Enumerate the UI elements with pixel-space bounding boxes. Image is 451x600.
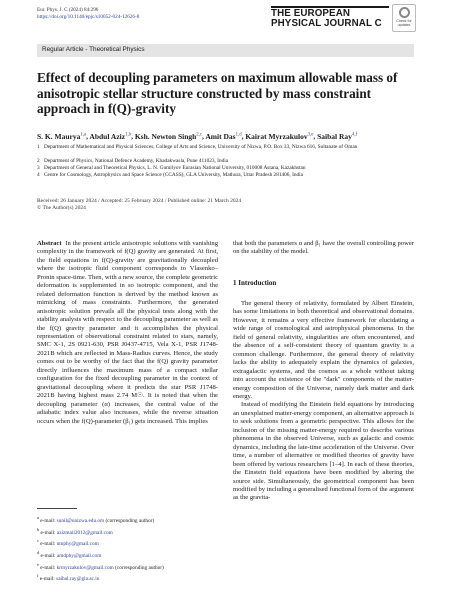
citation-text: Eur. Phys. J. C (2024) 84:296 xyxy=(37,7,99,13)
author-list: S. K. Maurya$^{1,a}$, Abdul Aziz$^{1,b}$, Ksh. Newton Singh$^{2,c}$, Amit Das$^{1,d}$, Kairat Myrzakulov$^{3,e}$, Saibal Ray$^{4,f}$ xyxy=(37,131,358,141)
email-item: $^e$ e-mail: krmyrzakulov@gmail.com (corresponding author) xyxy=(37,561,164,571)
email-link[interactable]: azizmail2012@gmail.com xyxy=(56,529,113,536)
received-line: Received: 26 January 2024 / Accepted: 25 February 2024 / Published online: 21 March 2024 xyxy=(37,198,242,204)
email-link[interactable]: sunil@unizwa.edu.om xyxy=(56,517,105,524)
author: Abdul Aziz$^{1,b}$ xyxy=(89,131,132,141)
email-item: $^d$ e-mail: amdphy@gmail.com xyxy=(37,550,102,559)
publication-dates xyxy=(37,198,241,212)
email-link[interactable]: krmyrzakulov@gmail.com xyxy=(56,564,114,571)
email-link[interactable]: saibal.ray@gla.ac.in xyxy=(56,576,100,583)
author: Kairat Myrzakulov$^{3,e}$ xyxy=(245,131,314,141)
author: Amit Das$^{1,d}$ xyxy=(205,131,242,141)
abstract-text: In the present article anisotropic solutions with vanishing complexity in the framework of f(Q) gravity are generated. At first, the field equations in f(Q)-gravity are gravitationally decoupled where the isotropic fluid component corresponds to Vlasenko–Pronin space-time. Then, with a new source, the complete geometric deformation is supplemented in so isotropic component, and the related deformation function is derived by the method known as mimicking of mass constraints. Furthermore, the generated anisotropic solution prevails all the physical tests along with the stability analysis with respect to the decoupling parameter as well as the f(Q) gravity parameter and it accomplishes the physical representation of observational constraint related to stars, namely, SMC X-1, 2S 0921-630, PSR J0437-4715, Vela X-1, PSR J1748-2021B which are reflected in Mass-Radius curves. Hence, the study comes out to be worthy of the fact that the f(Q) gravity parameter directly influences the maximum mass of a compact stellar configuration for the fixed decoupling parameter in the context of gravitational decoupling where it predicts the star PSR J1748-2021B having highest mass 2.74 M☉. It is noted that when the decoupling parameter (α) increases, the central value of the adiabatic index value also increases, while the reverse situation occurs when the f(Q)-parameter (β₁) gets increased. This implies xyxy=(37,240,219,425)
abstract-label: Abstract xyxy=(37,240,62,247)
journal-logo xyxy=(271,6,389,29)
email-item: $^b$ e-mail: azizmail2012@gmail.com xyxy=(37,526,113,536)
intro-paragraph-2: Instead of modifying the Einstein field equations by introducing an unexplained matter-energy component, an alternative approach is to seek solutions from a geometric perspective. This allows for the inclusion of the missing matter-energy required to describe various phenomena in the observed Universe, such as galactic and cosmic dynamics, including the late-time acceleration of the Universe. Over time, a number of alternative or modified theories of gravity have been offered by various researchers [1–4]. In each of these theories, the Einstein field equations have been modified by altering the source side. Simultaneously, the geometrical component has been modified by including a generalised functional form of the argument as the gravita- xyxy=(233,401,414,502)
email-item: $^f$ e-mail: saibal.ray@gla.ac.in xyxy=(37,573,100,583)
citation-header xyxy=(37,7,139,21)
affiliation: 1 Department of Mathematical and Physical Sciences, College of Arts and Science, University of Nizwa, P.O. Box 33, Nizwa 616, Sultanate of Oman xyxy=(37,144,358,150)
abstract xyxy=(37,240,218,426)
author: Saibal Ray$^{4,f}$ xyxy=(317,131,358,141)
section-heading-introduction: 1 Introduction xyxy=(233,279,277,287)
affiliation: 4 Centre for Cosmology, Astrophysics and Space Science (CCASS), GLA University, Mathura, Uttar Pradesh 281406, India xyxy=(37,172,303,178)
journal-name-line1: THE EUROPEAN xyxy=(271,8,351,19)
affiliation: 2 Department of Physics, National Defence Academy, Khadakwasla, Pune 411023, India xyxy=(37,158,229,164)
title-line-1: Effect of decoupling parameters on maximum allowable mass of xyxy=(37,70,398,85)
email-link[interactable]: ntnphy@gmail.com xyxy=(56,541,99,548)
doi-link[interactable]: https://doi.org/10.1140/epjc/s10052-024-12626-8 xyxy=(37,14,140,21)
introduction xyxy=(233,300,414,503)
paper-title xyxy=(37,70,407,117)
check-updates-label: Check for updates xyxy=(396,19,412,27)
copyright-line: © The Author(s) 2024 xyxy=(37,205,86,212)
title-line-2: anisotropic stellar structure constructed by mass constraint xyxy=(37,85,372,101)
article-type-label: Regular Article - Theoretical Physics xyxy=(42,46,145,53)
abstract-continued: that both the parameters α and β₁ have the overall controlling power on the stability of the model. xyxy=(233,240,414,256)
journal-name-line2: PHYSICAL JOURNAL C xyxy=(271,18,382,30)
email-item: $^c$ e-mail: ntnphy@gmail.com xyxy=(37,538,99,548)
author: Ksh. Newton Singh$^{2,c}$ xyxy=(134,131,203,141)
email-link[interactable]: amdphy@gmail.com xyxy=(56,552,102,559)
intro-paragraph-1: The general theory of relativity, formulated by Albert Einstein, has some limitations in both theoretical and observational domains. However, it remains a very effective framework for elucidating a wide range of cosmological and astrophysical phenomena. In the field of general relativity, singularities are often encountered, and the absence of a self-consistent theory of quantum gravity is a common challenge. Furthermore, the general theory of relativity lacks the ability to adequately explain the dynamics of galaxies, extragalactic systems, and the cosmos as a whole without taking into account the existence of the "dark" components of the matter-energy composition of the Universe, namely dark matter and dark energy. xyxy=(233,300,414,400)
check-updates-icon xyxy=(399,7,410,18)
footnote-rule xyxy=(37,508,77,509)
email-footnotes xyxy=(37,514,218,584)
title-line-3: approach in f(Q)-gravity xyxy=(37,101,176,116)
check-updates-badge[interactable] xyxy=(392,4,416,32)
affiliation: 3 Department of General and Theoretical Physics, L. N. Gumilyov Eurasian National University, 010008 Astana, Kazakhstan xyxy=(37,165,306,171)
email-item: $^a$ e-mail: sunil@unizwa.edu.om (corresponding author) xyxy=(37,515,155,524)
author: S. K. Maurya$^{1,a}$ xyxy=(37,131,87,141)
article-type-bar xyxy=(37,44,414,57)
